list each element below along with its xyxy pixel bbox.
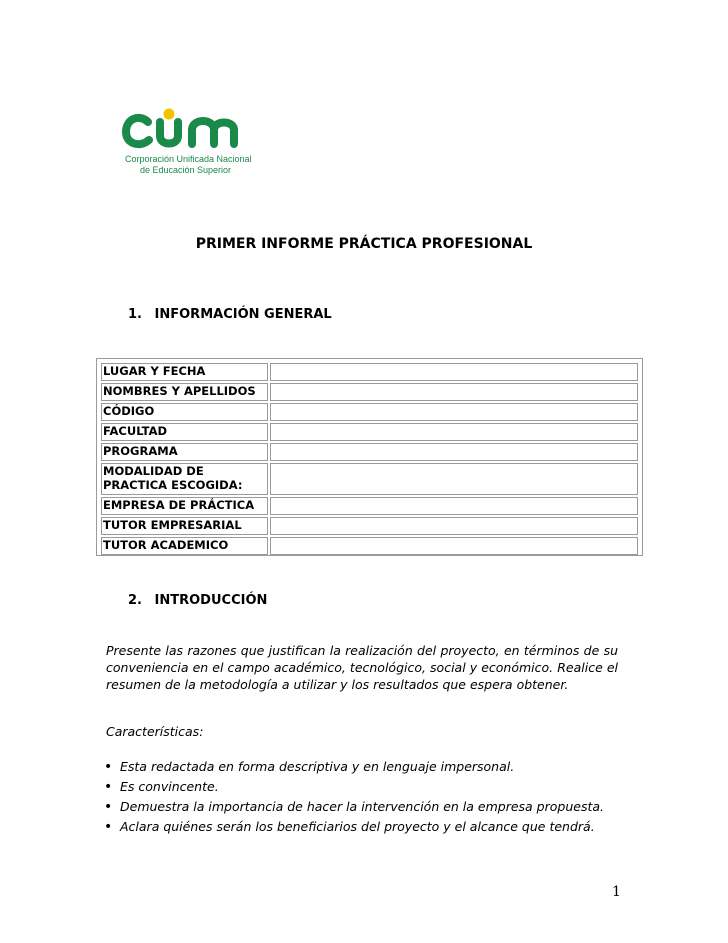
list-item: • Esta redactada en forma descriptiva y en lenguaje impersonal.: [104, 757, 604, 777]
row-label-codigo: CÓDIGO: [101, 403, 268, 421]
section-2-title: INTRODUCCIÓN: [154, 593, 268, 608]
logo-line-1: Corporación Unificada Nacional: [125, 154, 252, 164]
table-row: [101, 497, 638, 515]
section-1-title: INFORMACIÓN GENERAL: [154, 307, 332, 322]
table-row: [101, 363, 638, 381]
logo-line-2: de Educación Superior: [140, 165, 232, 175]
field-modalidad-practica[interactable]: [270, 463, 638, 495]
field-tutor-academico[interactable]: [270, 537, 638, 555]
row-label-programa: PROGRAMA: [101, 443, 268, 461]
section-2-heading: [128, 593, 267, 608]
field-codigo[interactable]: [270, 403, 638, 421]
row-label-tutor-academico: TUTOR ACADEMICO: [101, 537, 268, 555]
general-info-table: [96, 358, 643, 556]
list-item: • Es convincente.: [104, 777, 604, 797]
table-row: [101, 537, 638, 555]
table-row: [101, 443, 638, 461]
characteristics-list: [104, 757, 604, 837]
cun-logo-mark: [122, 108, 242, 152]
row-label-empresa-practica: EMPRESA DE PRÁCTICA: [101, 497, 268, 515]
field-facultad[interactable]: [270, 423, 638, 441]
table-row: [101, 517, 638, 535]
table-row: [101, 463, 638, 495]
field-lugar-fecha[interactable]: [270, 363, 638, 381]
field-tutor-empresarial[interactable]: [270, 517, 638, 535]
field-empresa-practica[interactable]: [270, 497, 638, 515]
row-label-lugar-fecha: LUGAR Y FECHA: [101, 363, 268, 381]
list-item: • Aclara quiénes serán los beneficiarios del proyecto y el alcance que tendrá.: [104, 817, 604, 837]
document-title: PRIMER INFORME PRÁCTICA PROFESIONAL: [195, 236, 533, 252]
section-2-number: 2.: [128, 593, 142, 608]
row-label-facultad: FACULTAD: [101, 423, 268, 441]
section-1-heading: [128, 307, 332, 322]
table-row: [101, 383, 638, 401]
field-nombres-apellidos[interactable]: [270, 383, 638, 401]
table-row: [101, 423, 638, 441]
field-programa[interactable]: [270, 443, 638, 461]
table-row: [101, 403, 638, 421]
row-label-tutor-empresarial: TUTOR EMPRESARIAL: [101, 517, 268, 535]
cun-logo: [122, 108, 252, 178]
list-item: • Demuestra la importancia de hacer la intervención en la empresa propuesta.: [104, 797, 604, 817]
section-1-number: 1.: [128, 307, 142, 322]
intro-paragraph: Presente las razones que justifican la realización del proyecto, en términos de su conveniencia en el campo académico, tecnológico, social y económico. Realice el resumen de la metodología a utilizar y los resultados que espera obtener.: [106, 643, 618, 692]
characteristics-heading: Características:: [106, 724, 204, 739]
row-label-modalidad-practica: MODALIDAD DE PRACTICA ESCOGIDA:: [101, 463, 268, 495]
page-number: 1: [612, 884, 621, 900]
row-label-nombres-apellidos: NOMBRES Y APELLIDOS: [101, 383, 268, 401]
